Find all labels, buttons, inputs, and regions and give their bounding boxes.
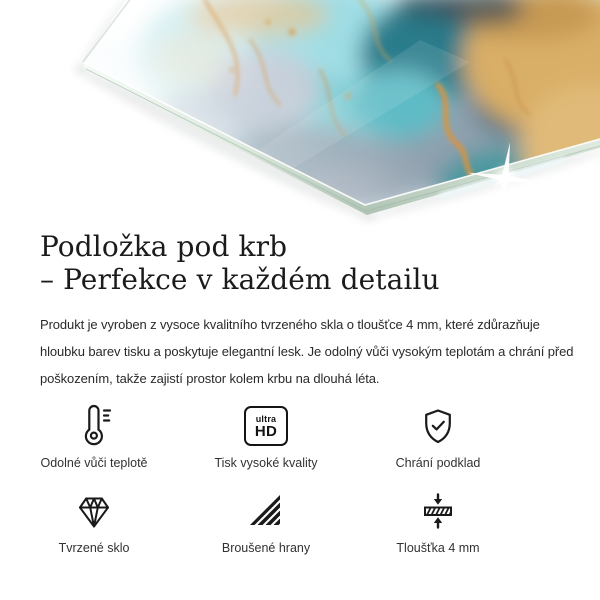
thermometer-icon bbox=[73, 402, 115, 446]
feature-protects-surface bbox=[352, 399, 524, 471]
ultra-hd-icon-text-bottom: HD bbox=[254, 422, 278, 440]
ultra-hd-icon bbox=[244, 406, 288, 446]
feature-label: Broušené hrany bbox=[221, 541, 311, 555]
page-title-line1: Podložka pod krb bbox=[40, 230, 288, 263]
feature-tempered-glass bbox=[8, 484, 180, 556]
feature-heat-resistant bbox=[8, 399, 180, 471]
glass-panel-render bbox=[0, 0, 600, 230]
feature-label: Tloušťka 4 mm bbox=[396, 541, 480, 555]
product-hero-image bbox=[0, 0, 600, 230]
feature-label: Tisk vysoké kvality bbox=[214, 456, 318, 470]
feature-label: Tvrzené sklo bbox=[58, 541, 130, 555]
feature-label: Chrání podklad bbox=[395, 456, 481, 470]
page-title-line2: – Perfekce v každém detailu bbox=[40, 263, 440, 296]
thickness-icon bbox=[418, 491, 458, 531]
feature-print-quality bbox=[180, 399, 352, 471]
product-description: Produkt je vyroben z vysoce kvalitního tvrzeného skla o tloušťce 4 mm, které zdůrazňuje hloubku barev tisku a poskytuje elegantní lesk. Je odolný vůči vysokým teplotám a chrání před poškozením, takže zajistí prostor kolem krbu na dlouhá léta. bbox=[40, 317, 574, 386]
diamond-icon bbox=[73, 491, 115, 531]
feature-label: Odolné vůči teplotě bbox=[40, 456, 148, 470]
shield-check-icon bbox=[418, 406, 458, 446]
feature-polished-edges bbox=[180, 484, 352, 556]
page-title bbox=[40, 230, 440, 296]
beveled-edges-icon bbox=[246, 491, 286, 531]
ultra-hd-icon-text-top: ultra bbox=[255, 413, 277, 424]
feature-grid bbox=[8, 399, 524, 556]
feature-thickness bbox=[352, 484, 524, 556]
